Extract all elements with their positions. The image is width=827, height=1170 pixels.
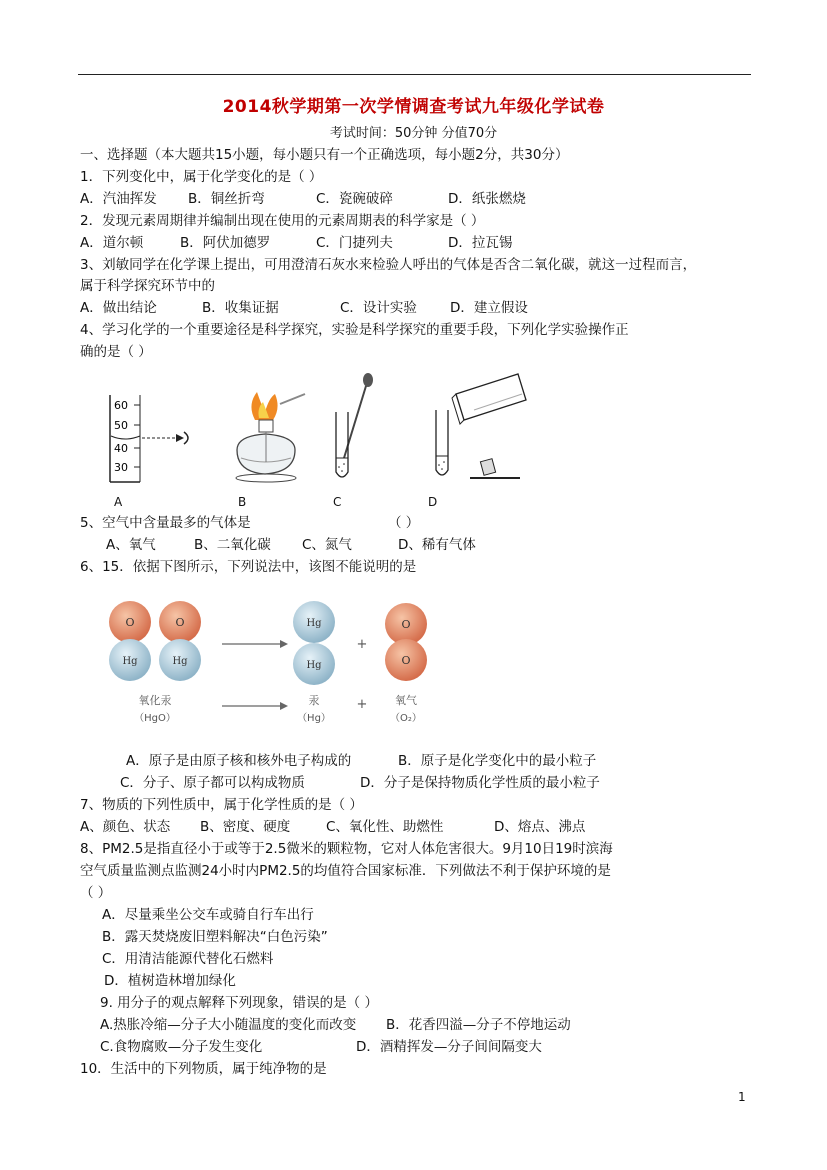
q8-option-b: B．露天焚烧废旧塑料解决“白色污染”: [102, 929, 328, 945]
atom-label-o: O: [401, 654, 411, 667]
q8-stem-line2: 空气质量监测点监测24小时内PM2.5的均值符合国家标准．下列做法不利于保护环境的是: [80, 863, 611, 879]
q6-option-c: C．分子、原子都可以构成物质: [120, 775, 305, 791]
atom-label-o: O: [175, 616, 185, 629]
name-mercury: 汞: [308, 694, 320, 707]
atom-label-o: O: [125, 616, 135, 629]
exam-info: 考试时间：50分钟 分值70分: [329, 126, 498, 141]
q2-stem: 2．发现元素周期律并编制出现在使用的元素周期表的科学家是（ ）: [80, 213, 485, 229]
q6-option-b: B．原子是化学变化中的最小粒子: [398, 753, 597, 769]
q1-option-d: D．纸张燃烧: [448, 191, 526, 207]
q9-option-d: D．酒精挥发—分子间间隔变大: [356, 1039, 542, 1055]
q8-option-c: C．用清洁能源代替化石燃料: [102, 951, 274, 967]
q5-option-a: A、氧气: [106, 537, 156, 553]
formula-hgo: （HgO）: [134, 713, 176, 724]
q1-option-a: A．汽油挥发: [80, 191, 157, 207]
tick-label-30: 30: [114, 461, 128, 474]
q3-option-a: A．做出结论: [80, 300, 157, 316]
figure-d-label: D: [428, 495, 438, 509]
figure-a-graduated-cylinder: [100, 390, 200, 490]
atom-label-hg: Hg: [122, 656, 138, 667]
q9-option-b: B．花香四溢—分子不停地运动: [386, 1017, 571, 1033]
q7-option-c: C、氧化性、助燃性: [326, 819, 444, 835]
q7-stem: 7、物质的下列性质中，属于化学性质的是（ ）: [80, 797, 363, 813]
q1-option-c: C．瓷碗破碎: [316, 191, 393, 207]
name-mercury-oxide: 氧化汞: [138, 694, 172, 707]
q8-option-d: D．植树造林增加绿化: [104, 973, 236, 989]
figure-b-alcohol-lamp: [225, 390, 315, 490]
page-title: 2014秋学期第一次学情调查考试九年级化学试卷: [222, 97, 605, 117]
q3-stem-line2: 属于科学探究环节中的: [80, 278, 215, 294]
q6-option-a: A．原子是由原子核和核外电子构成的: [126, 753, 352, 769]
formula-o2: （O₂）: [390, 713, 422, 724]
figure-d-adding-solid: [430, 370, 530, 488]
q9-option-c: C.食物腐败—分子发生变化: [100, 1039, 263, 1055]
q10-stem: 10．生活中的下列物质，属于纯净物的是: [80, 1061, 327, 1077]
q3-stem-line1: 3、刘敏同学在化学课上提出，可用澄清石灰水来检验人呼出的气体是否含二氧化碳，就这一过程而言，: [80, 257, 697, 273]
atom-label-hg: Hg: [306, 618, 322, 629]
atom-label-o: O: [401, 618, 411, 631]
page-number: 1: [738, 1090, 746, 1104]
section-heading: 一、选择题（本大题共15小题，每小题只有一个正确选项，每小题2分，共30分）: [80, 147, 569, 163]
q2-option-b: B．阿伏加德罗: [180, 235, 271, 251]
q6-option-d: D．分子是保持物质化学性质的最小粒子: [360, 775, 600, 791]
q7-option-a: A、颜色、状态: [80, 819, 171, 835]
q4-stem-line1: 4、学习化学的一个重要途径是科学探究，实验是科学探究的重要手段，下列化学实验操作正: [80, 322, 629, 338]
q9-option-a: A.热胀冷缩—分子大小随温度的变化而改变: [100, 1017, 357, 1033]
formula-hg: （Hg）: [297, 713, 331, 724]
q9-stem: 9. 用分子的观点解释下列现象，错误的是（ ）: [100, 995, 378, 1011]
q1-option-b: B．铜丝折弯: [188, 191, 265, 207]
q5-option-b: B、二氧化碳: [194, 537, 271, 553]
figure-a-label: A: [114, 495, 123, 509]
top-rule: [78, 74, 751, 75]
tick-label-50: 50: [114, 419, 128, 432]
q5-answer-paren: （ ）: [388, 515, 420, 531]
plus-sign: +: [356, 697, 368, 712]
q5-option-c: C、氮气: [302, 537, 352, 553]
tick-label-60: 60: [114, 399, 128, 412]
q3-option-b: B．收集证据: [202, 300, 279, 316]
q8-stem-line1: 8、PM2.5是指直径小于或等于2.5微米的颗粒物，它对人体危害很大。9月10日19时滨海: [80, 841, 613, 857]
q2-option-d: D．拉瓦锡: [448, 235, 513, 251]
q8-option-a: A．尽量乘坐公交车或骑自行车出行: [102, 907, 314, 923]
atom-label-hg: Hg: [172, 656, 188, 667]
figure-c-label: C: [333, 495, 342, 509]
q3-option-c: C．设计实验: [340, 300, 417, 316]
q6-stem: 6、15．依据下图所示，下列说法中，该图不能说明的是: [80, 559, 417, 575]
tick-label-40: 40: [114, 442, 128, 455]
q7-option-d: D、熔点、沸点: [494, 819, 586, 835]
q8-stem-line3: （ ）: [80, 885, 112, 901]
figure-b-label: B: [238, 495, 247, 509]
q3-option-d: D．建立假设: [450, 300, 528, 316]
q7-option-b: B、密度、硬度: [200, 819, 291, 835]
q1-stem: 1．下列变化中，属于化学变化的是（ ）: [80, 169, 323, 185]
q2-option-a: A．道尔顿: [80, 235, 144, 251]
q2-option-c: C．门捷列夫: [316, 235, 393, 251]
q4-stem-line2: 确的是（ ）: [80, 344, 152, 360]
atom-label-hg: Hg: [306, 660, 322, 671]
figure-c-test-tube-dropper: [320, 372, 380, 490]
plus-sign: +: [356, 637, 368, 652]
name-oxygen: 氧气: [395, 694, 417, 707]
figure-mercury-oxide-decomposition: [100, 592, 440, 732]
q5-stem: 5、空气中含量最多的气体是: [80, 515, 251, 531]
q5-option-d: D、稀有气体: [398, 537, 476, 553]
